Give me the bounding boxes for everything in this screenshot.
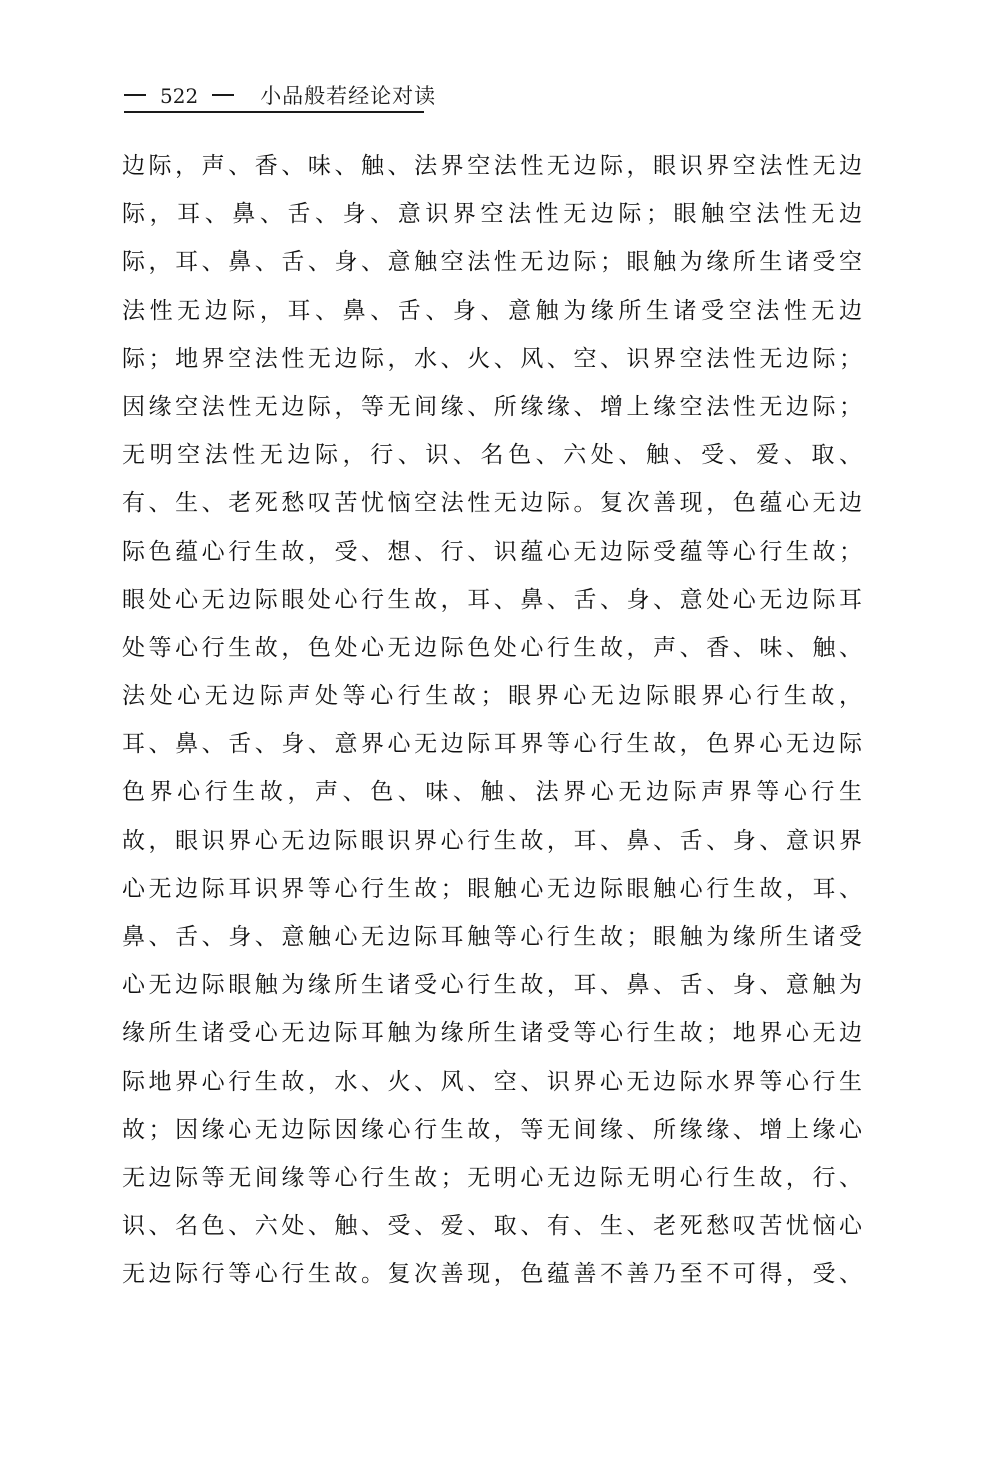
text-line: 无边际等无间缘等心行生故；无明心无边际无明心行生故，行、 (122, 1164, 862, 1191)
text-line: 边际，声、香、味、触、法界空法性无边际，眼识界空法性无边 (122, 153, 862, 179)
text-line: 无边际行等心行生故。复次善现，色蕴善不善乃至不可得，受、 (122, 1261, 862, 1288)
text-line: 际地界心行生故，水、火、风、空、识界心无边际水界等心行生 (122, 1068, 862, 1095)
text-line: 际，耳、鼻、舌、身、意触空法性无边际；眼触为缘所生诸受空 (122, 249, 862, 276)
text-line: 心无边际耳识界等心行生故；眼触心无边际眼触心行生故，耳、 (122, 875, 862, 902)
text-line: 识、名色、六处、触、受、爱、取、有、生、老死愁叹苦忧恼心 (122, 1213, 862, 1240)
text-line: 缘所生诸受心无边际耳触为缘所生诸受等心行生故；地界心无边 (122, 1020, 862, 1047)
text-line: 无明空法性无边际，行、识、名色、六处、触、受、爱、取、 (122, 442, 862, 469)
text-line: 际；地界空法性无边际，水、火、风、空、识界空法性无边际； (122, 345, 862, 372)
text-line: 际，耳、鼻、舌、身、意识界空法性无边际；眼触空法性无边 (122, 201, 862, 228)
header-dash-right (212, 94, 234, 96)
text-line: 耳、鼻、舌、身、意界心无边际耳界等心行生故，色界心无边际 (122, 731, 862, 758)
text-line: 故，眼识界心无边际眼识界心行生故，耳、鼻、舌、身、意识界 (122, 827, 862, 854)
text-line: 心无边际眼触为缘所生诸受心行生故，耳、鼻、舌、身、意触为 (122, 972, 862, 999)
running-header (124, 80, 436, 110)
text-line: 法处心无边际声处等心行生故；眼界心无边际眼界心行生故， (122, 683, 862, 710)
page-number: 522 (160, 84, 199, 108)
text-line: 有、生、老死愁叹苦忧恼空法性无边际。复次善现，色蕴心无边 (122, 490, 862, 517)
header-rule (124, 111, 424, 113)
text-line: 故；因缘心无边际因缘心行生故，等无间缘、所缘缘、增上缘心 (122, 1116, 862, 1143)
body-text (122, 142, 862, 1299)
text-line: 法性无边际，耳、鼻、舌、身、意触为缘所生诸受空法性无边 (122, 297, 862, 324)
book-title: 小品般若经论对读 (260, 84, 437, 108)
header-dash-left (124, 94, 146, 96)
text-line: 因缘空法性无边际，等无间缘、所缘缘、增上缘空法性无边际； (122, 393, 862, 420)
text-line: 眼处心无边际眼处心行生故，耳、鼻、舌、身、意处心无边际耳 (122, 586, 862, 613)
text-line: 处等心行生故，色处心无边际色处心行生故，声、香、味、触、 (122, 634, 862, 661)
text-line: 色界心行生故，声、色、味、触、法界心无边际声界等心行生 (122, 779, 862, 806)
text-line: 际色蕴心行生故，受、想、行、识蕴心无边际受蕴等心行生故； (122, 538, 862, 565)
text-line: 鼻、舌、身、意触心无边际耳触等心行生故；眼触为缘所生诸受 (122, 924, 862, 950)
